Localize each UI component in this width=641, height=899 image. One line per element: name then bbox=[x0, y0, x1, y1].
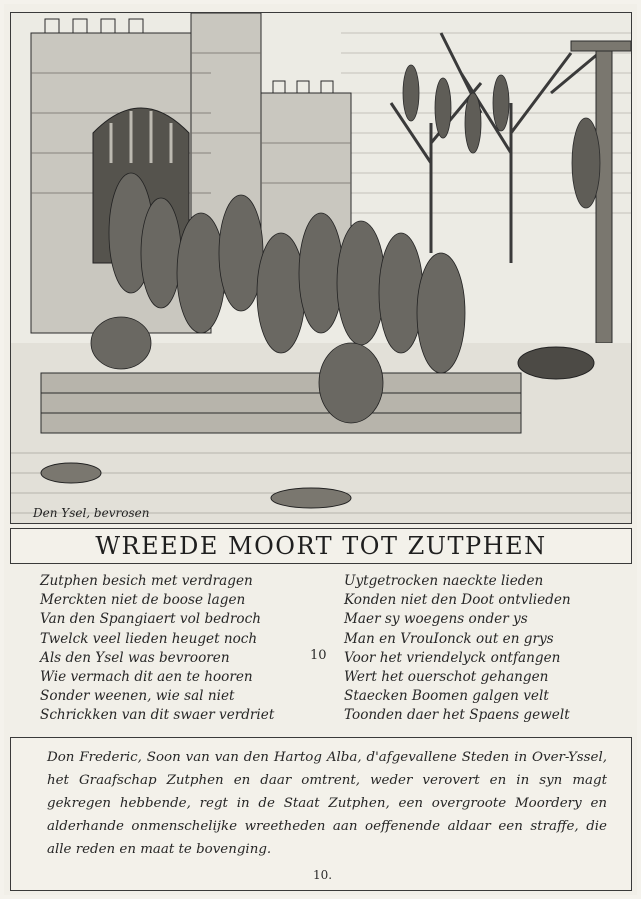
page-title: WREEDE MOORT TOT ZUTPHEN bbox=[95, 532, 547, 560]
title-band bbox=[10, 528, 632, 564]
engraving-caption: Den Ysel, bevrosen bbox=[33, 506, 150, 520]
verse-line-number: 10 bbox=[310, 648, 327, 663]
verse-column-right bbox=[344, 572, 571, 726]
engraving-illustration bbox=[10, 12, 632, 524]
verse-line: Sonder weenen, wie sal niet bbox=[40, 688, 235, 705]
verse-line: Staecken Boomen galgen velt bbox=[344, 688, 549, 705]
verse-line: Voor het vriendelyck ontfangen bbox=[344, 649, 561, 666]
engraving-scene bbox=[11, 13, 631, 523]
verse-line: Van den Spangiaert vol bedroch bbox=[40, 611, 261, 628]
verse-line: Schrickken van dit swaer verdriet bbox=[40, 707, 275, 724]
verse-line: Man en VrouIonck out en grys bbox=[344, 630, 554, 647]
verse-line: Zutphen besich met verdragen bbox=[40, 573, 253, 589]
verse-line: Twelck veel lieden heuget noch bbox=[40, 630, 258, 647]
verse-line: Als den Ysel was bevrooren bbox=[40, 649, 230, 666]
prose-text: Don Frederic, Soon van van den Hartog Alba, d'afgevallene Steden in Over-Yssel, het Graafschap Zutphen en daar omtrent, weder verovert en in syn magt gekregen hebbende, regt in de Staat Zutphen, een overgroote Moordery en alderhande onmenschelijke wreetheden aan oeffenende aldaar een straffe, die alle reden en maat te bovenging. bbox=[47, 750, 607, 857]
verse-column-left bbox=[40, 572, 274, 726]
page-number: 10. bbox=[313, 868, 333, 882]
verse-line: Maer sy woegens onder ys bbox=[344, 611, 528, 628]
wooden-barrier bbox=[41, 373, 521, 433]
verse-line: Toonden daer het Spaens gewelt bbox=[344, 707, 570, 724]
verse-section bbox=[10, 564, 630, 732]
dog bbox=[518, 347, 594, 379]
verse-line: Merckten niet de boose lagen bbox=[40, 592, 246, 609]
verse-line: Wie vermach dit aen te hooren bbox=[40, 669, 253, 686]
print-sheet bbox=[4, 4, 637, 895]
verse-line: Wert het ouerschot gehangen bbox=[344, 669, 549, 686]
prose-box bbox=[10, 737, 632, 891]
verse-line: Konden niet den Doot ontvlieden bbox=[344, 592, 571, 609]
verse-line: Uytgetrocken naeckte lieden bbox=[344, 573, 544, 589]
